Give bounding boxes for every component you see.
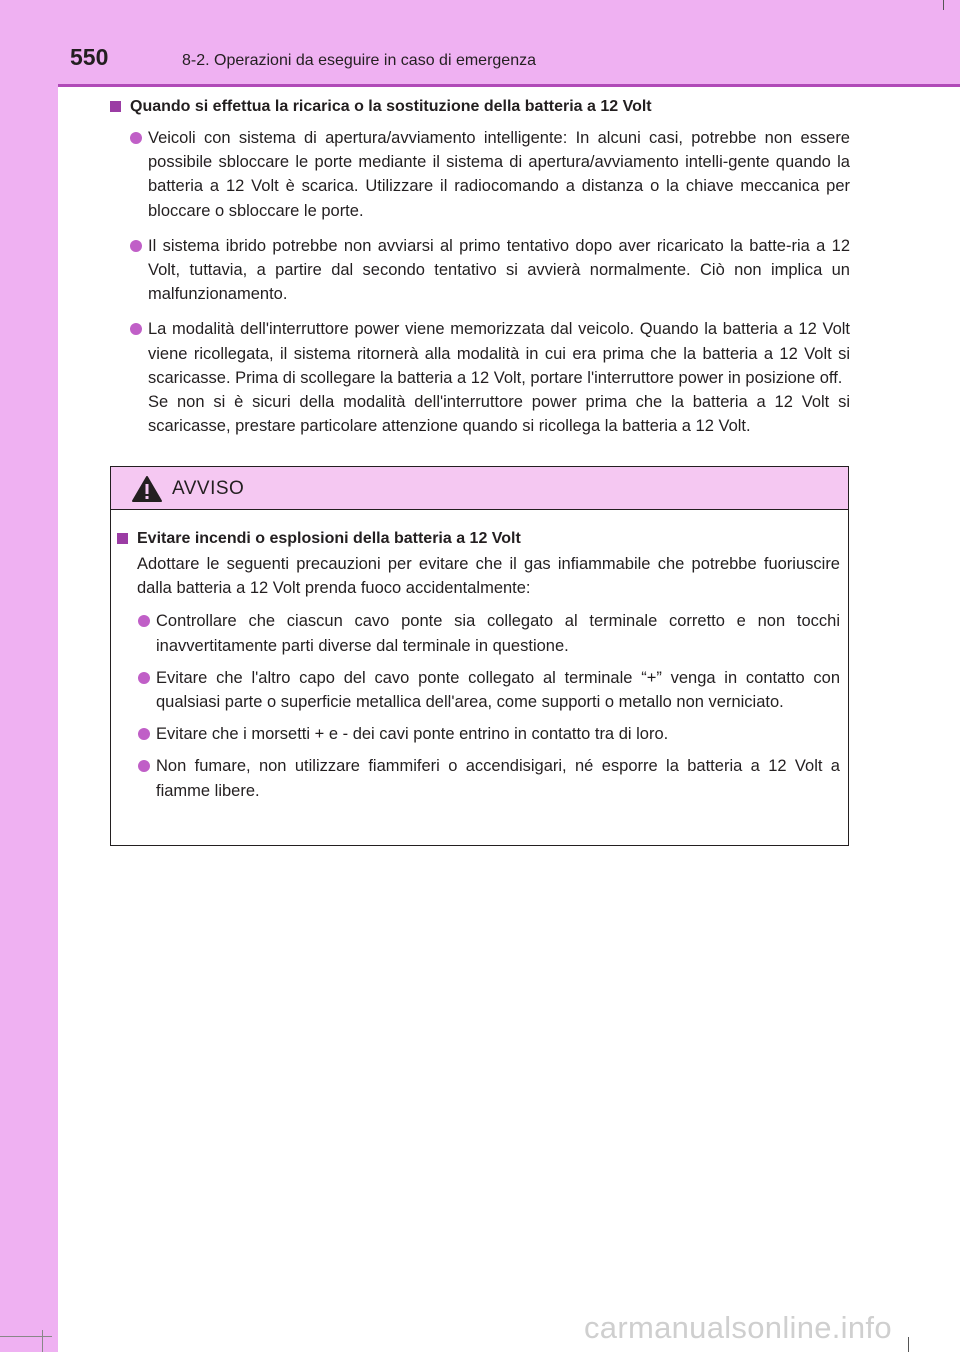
list-item xyxy=(110,317,850,438)
square-bullet-icon xyxy=(110,101,121,112)
warning-header xyxy=(111,467,848,510)
side-color-strip xyxy=(0,0,58,1352)
circle-bullet-icon xyxy=(138,728,150,740)
crop-mark xyxy=(42,1330,43,1352)
warning-list-item-text: Evitare che i morsetti + e - dei cavi ponte entrino in contatto tra di loro. xyxy=(156,725,669,744)
warning-heading xyxy=(117,528,840,550)
warning-intro: Adottare le seguenti precauzioni per evitare che il gas infiammabile che potrebbe fuoriuscire dalla batteria a 12 Volt prenda fuoco accidentalmente: xyxy=(137,555,840,598)
main-content xyxy=(110,96,850,449)
list-item-text: La modalità dell'interruttore power viene memorizzata dal veicolo. Quando la batteria a 12 Volt viene ricollegata, il sistema ritornerà alla modalità in cui era prima che la batteria a 12 Volt si scaricasse. Prima di scollegare la batteria a 12 Volt, portare l'interruttore power in posizione off. xyxy=(148,320,850,387)
square-bullet-icon xyxy=(117,533,128,544)
warning-list-item-text: Evitare che l'altro capo del cavo ponte collegato al terminale “+” venga in contatto con qualsiasi parte o superficie metallica dell'area, come supporti o metallo non verniciato. xyxy=(156,668,840,712)
list-item xyxy=(110,234,850,307)
warning-list-item xyxy=(117,722,840,746)
crop-mark xyxy=(943,0,944,10)
warning-triangle-icon xyxy=(131,475,163,508)
circle-bullet-icon xyxy=(138,760,150,772)
warning-body xyxy=(111,510,848,803)
header-band xyxy=(58,0,960,84)
list-item-extra-text: Se non si è sicuri della modalità dell'interruttore power prima che la batteria a 12 Volt si scaricasse, prestare particolare attenzione quando si ricollega la batteria a 12 Volt. xyxy=(148,393,850,436)
warning-list-item xyxy=(117,666,840,714)
warning-list-item xyxy=(117,609,840,657)
warning-box xyxy=(110,466,849,846)
crop-mark xyxy=(908,1337,909,1352)
warning-list-item-text: Non fumare, non utilizzare fiammiferi o accendisigari, né esporre la batteria a 12 Volt a fiamme libere. xyxy=(156,757,840,800)
circle-bullet-icon xyxy=(130,323,142,335)
page-number: 550 xyxy=(70,44,109,70)
warning-list-item xyxy=(117,754,840,802)
warning-heading-text: Evitare incendi o esplosioni della batteria a 12 Volt xyxy=(137,530,521,547)
circle-bullet-icon xyxy=(130,132,142,144)
list-item xyxy=(110,126,850,223)
list-item-text: Veicoli con sistema di apertura/avviamento intelligente: In alcuni casi, potrebbe non essere possibile sbloccare le porte mediante il sistema di apertura/avviamento intelli-gente quando la batteria a 12 Volt è scarica. Utilizzare il radiocomando a distanza o la chiave meccanica per bloccare o sbloccare le porte. xyxy=(148,129,850,220)
warning-title: AVVISO xyxy=(172,478,245,499)
section-heading xyxy=(110,96,850,118)
circle-bullet-icon xyxy=(138,615,150,627)
watermark: carmanualsonline.info xyxy=(584,1310,892,1345)
list-item-text: Il sistema ibrido potrebbe non avviarsi al primo tentativo dopo aver ricaricato la batte-ria a 12 Volt, tuttavia, a partire dal secondo tentativo si avvierà normalmente. Ciò non implica un malfunzionamento. xyxy=(148,236,850,304)
warning-list-item-text: Controllare che ciascun cavo ponte sia collegato al terminale corretto e non tocchi inavvertitamente parti diverse dal terminale in questione. xyxy=(156,612,840,655)
header-divider xyxy=(58,84,960,87)
crop-mark xyxy=(0,1336,52,1337)
chapter-title: 8-2. Operazioni da eseguire in caso di emergenza xyxy=(182,52,536,69)
circle-bullet-icon xyxy=(130,240,142,252)
section-heading-text: Quando si effettua la ricarica o la sostituzione della batteria a 12 Volt xyxy=(130,98,652,115)
circle-bullet-icon xyxy=(138,672,150,684)
